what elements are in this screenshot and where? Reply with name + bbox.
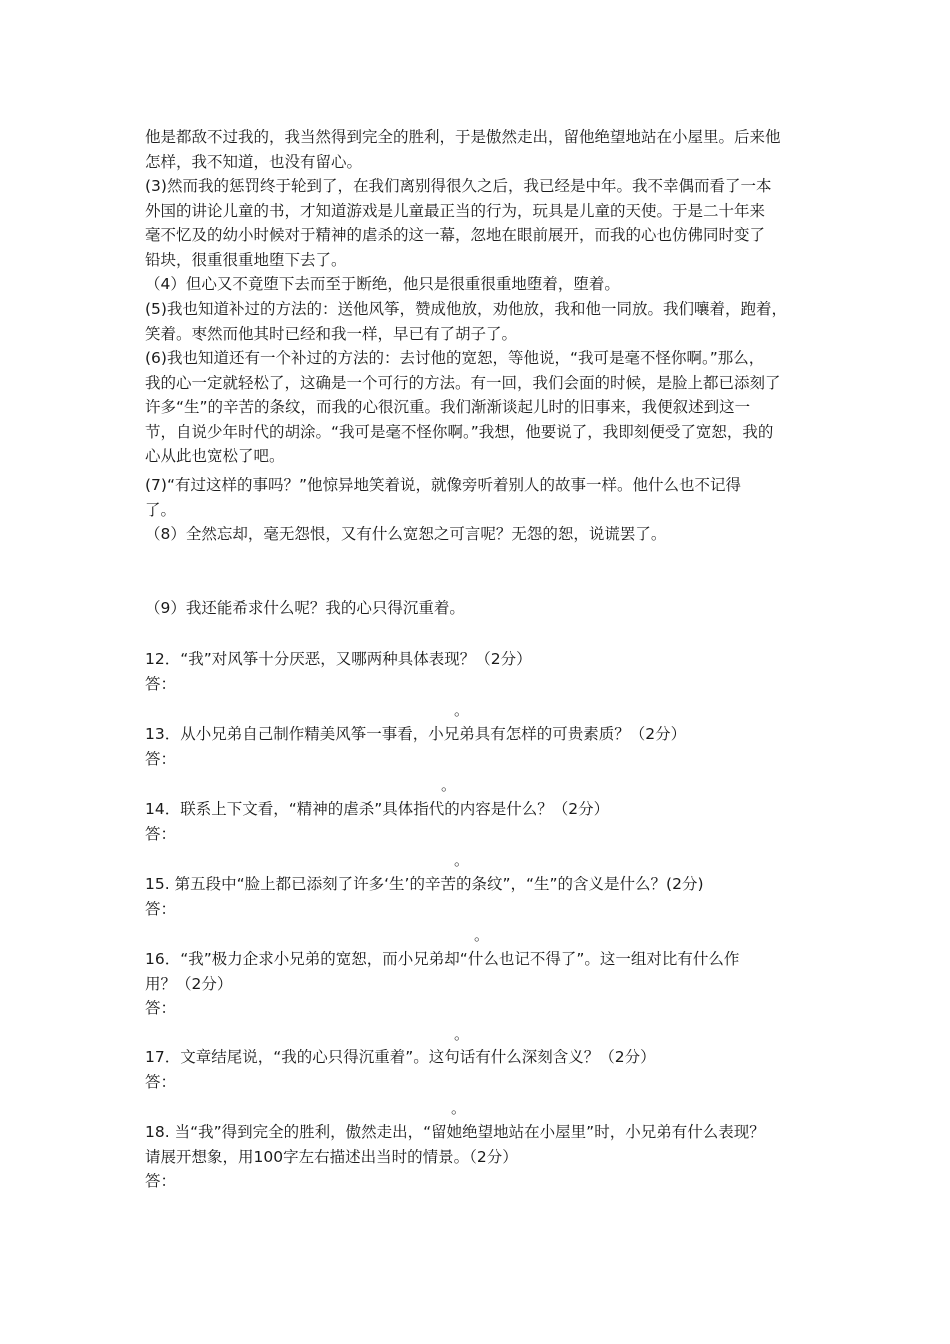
question-text: 12．“我”对风筝十分厌恶，又哪两种具体表现？（2分） [145,650,532,668]
question-12 [145,647,820,696]
answer-label: 答： [145,899,177,918]
question-text: 14．联系上下文看，“精神的虐杀”具体指代的内容是什么？（2分） [145,800,610,818]
question-17 [145,1045,820,1094]
answer-blank-end: 。 [454,1025,470,1043]
text-line: 怎样，我不知道，也没有留心。 [145,152,363,171]
question-text: 17．文章结尾说，“我的心只得沉重着”。这句话有什么深刻含义？（2分） [145,1048,656,1066]
text-line: 笑着。枣然而他其时已经和我一样，早已有了胡子了。 [145,324,518,343]
passage-paragraph-7 [145,473,813,522]
text-line: (7)“有过这样的事吗？”他惊异地笑着说，就像旁听着别人的故事一样。他什么也不记得 [145,476,742,494]
text-line: 我的心一定就轻松了，这确是一个可行的方法。有一回，我们会面的时候，是脸上都已添刻了 [145,373,781,392]
answer-label: 答： [145,674,177,693]
text-line: （9）我还能希求什么呢？我的心只得沉重着。 [145,599,465,617]
passage-paragraph-9 [145,596,813,621]
question-text: 请展开想象，用100字左右描述出当时的情景。（2分） [145,1147,518,1166]
question-18 [145,1120,820,1194]
answer-blank-end: 。 [454,851,470,869]
passage-paragraph-8 [145,522,813,547]
text-line: 节，自说少年时代的胡涂。“我可是毫不怪你啊。”我想，他要说了，我即刻便受了宽恕，我的 [145,422,774,441]
text-line: 了。 [145,500,177,519]
answer-label: 答： [145,1172,177,1191]
text-line: (3)然而我的惩罚终于轮到了，在我们离别得很久之后，我已经是中年。我不幸偶而看了一本 [145,177,772,195]
text-line: 他是都敌不过我的，我当然得到完全的胜利，于是傲然走出，留他绝望地站在小屋里。后来他 [145,128,781,146]
passage-paragraph-3 [145,174,813,272]
passage-paragraph-4 [145,272,813,297]
text-line: 心从此也宽松了吧。 [145,447,285,466]
question-text: 15. 第五段中“脸上都已添刻了许多‘生’的辛苦的条纹”，“生”的含义是什么？(2分) [145,875,704,893]
answer-label: 答： [145,824,177,843]
question-text: 18. 当“我”得到完全的胜利，傲然走出，“留她绝望地站在小屋里”时，小兄弟有什么表现？ [145,1123,765,1141]
answer-blank-end: 。 [441,776,457,794]
text-line: 毫不忆及的幼小时候对于精神的虐杀的这一幕，忽地在眼前展开，而我的心也仿佛同时变了 [145,226,766,245]
text-line: （8）全然忘却，毫无怨恨，又有什么宽恕之可言呢？无怨的恕，说谎罢了。 [145,525,667,543]
text-line: 铅块，很重很重地堕下去了。 [145,250,347,269]
answer-label: 答： [145,999,177,1018]
question-14 [145,797,820,846]
text-line: (5)我也知道补过的方法的：送他风筝，赞成他放，劝他放，我和他一同放。我们嚷着，跑着， [145,300,787,318]
passage-paragraph-6 [145,346,813,469]
answer-label: 答： [145,1072,177,1091]
text-line: 许多“生”的辛苦的条纹，而我的心很沉重。我们渐渐谈起儿时的旧事来，我便叙述到这一 [145,398,751,417]
question-16 [145,947,820,1021]
passage-paragraph-5 [145,297,813,346]
text-line: 外国的讲论儿童的书，才知道游戏是儿童最正当的行为，玩具是儿童的天使。于是二十年来 [145,201,766,220]
question-15 [145,872,820,921]
answer-blank-end: 。 [474,926,490,944]
question-text: 13．从小兄弟自己制作精美风筝一事看，小兄弟具有怎样的可贵素质？（2分） [145,725,687,743]
answer-label: 答： [145,749,177,768]
question-text: 16．“我”极力企求小兄弟的宽恕，而小兄弟却“什么也记不得了”。这一组对比有什么作 [145,950,740,968]
text-line: （4）但心又不竟堕下去而至于断绝，他只是很重很重地堕着，堕着。 [145,275,620,293]
passage-paragraph-continued [145,125,813,174]
question-text: 用？（2分） [145,974,233,993]
text-line: (6)我也知道还有一个补过的方法的：去讨他的宽恕，等他说，“我可是毫不怪你啊。”那么， [145,349,765,367]
answer-blank-end: 。 [451,1099,467,1117]
answer-blank-end: 。 [454,701,470,719]
question-13 [145,722,820,771]
